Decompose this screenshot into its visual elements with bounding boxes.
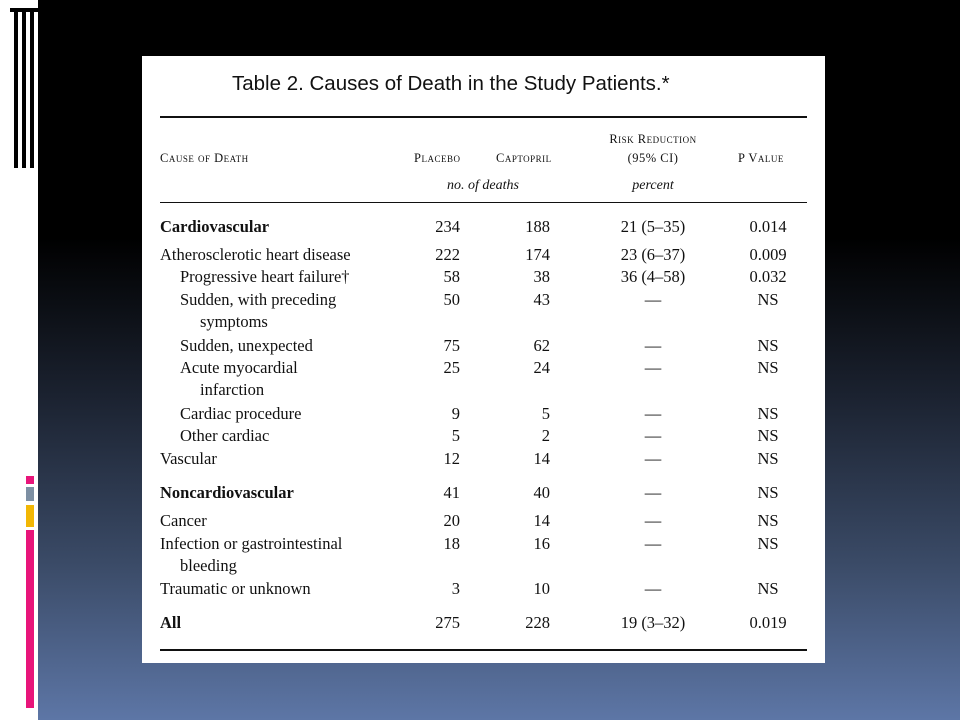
row-captopril: 40 <box>533 483 550 502</box>
row-p-value: NS <box>757 426 779 445</box>
row-cause: Vascular <box>160 449 217 468</box>
slide-decoration-top <box>10 8 38 168</box>
row-placebo: 222 <box>435 245 460 264</box>
row-p-value: NS <box>757 358 779 377</box>
row-captopril: 38 <box>533 267 550 286</box>
bottom-rule <box>160 649 807 651</box>
slide-decoration-gray <box>26 487 34 501</box>
row-p-value: 0.019 <box>749 613 787 632</box>
table-title: Table 2. Causes of Death in the Study Patients.* <box>232 72 670 95</box>
table-panel <box>142 56 825 663</box>
row-placebo: 50 <box>443 290 460 309</box>
row-cause-continuation: infarction <box>200 380 265 399</box>
subheader-deaths: no. of deaths <box>447 178 519 193</box>
row-cause-continuation: symptoms <box>200 312 268 331</box>
row-cause: Atherosclerotic heart disease <box>160 245 351 264</box>
row-risk-reduction: 21 (5–35) <box>620 217 686 236</box>
row-p-value: NS <box>757 290 779 309</box>
row-captopril: 188 <box>525 217 550 236</box>
row-captopril: 174 <box>525 245 550 264</box>
row-p-value: 0.032 <box>749 267 787 286</box>
header-captopril: Captopril <box>496 151 552 165</box>
row-p-value: 0.014 <box>749 217 787 236</box>
row-p-value: NS <box>757 449 779 468</box>
row-cause-continuation: bleeding <box>180 556 237 575</box>
row-cause: Cardiac procedure <box>180 404 302 423</box>
row-risk-reduction: — <box>644 579 662 598</box>
row-cause: All <box>160 613 182 632</box>
row-risk-reduction: 36 (4–58) <box>620 267 686 286</box>
row-placebo: 25 <box>443 358 460 377</box>
row-captopril: 10 <box>533 579 550 598</box>
row-placebo: 75 <box>443 336 460 355</box>
row-captopril: 228 <box>525 613 550 632</box>
row-captopril: 62 <box>533 336 550 355</box>
row-risk-reduction: — <box>644 483 662 502</box>
row-p-value: 0.009 <box>749 245 787 264</box>
row-captopril: 43 <box>533 290 550 309</box>
row-placebo: 58 <box>443 267 460 286</box>
header-rule <box>160 202 807 203</box>
row-risk-reduction: — <box>644 290 662 309</box>
row-captopril: 14 <box>533 511 550 530</box>
row-captopril: 16 <box>533 534 550 553</box>
row-risk-reduction: 19 (3–32) <box>620 613 686 632</box>
row-placebo: 12 <box>443 449 460 468</box>
row-cause: Infection or gastrointestinal <box>160 534 343 553</box>
row-p-value: NS <box>757 534 779 553</box>
row-placebo: 5 <box>451 426 460 445</box>
row-captopril: 24 <box>533 358 550 377</box>
row-placebo: 3 <box>451 579 460 598</box>
row-placebo: 9 <box>451 404 460 423</box>
row-p-value: NS <box>757 336 779 355</box>
row-cause: Cardiovascular <box>160 217 270 236</box>
row-captopril: 5 <box>541 404 550 423</box>
row-placebo: 20 <box>443 511 460 530</box>
row-risk-reduction: — <box>644 358 662 377</box>
header-placebo: Placebo <box>414 151 461 165</box>
row-cause: Sudden, with preceding <box>180 290 337 309</box>
row-p-value: NS <box>757 483 779 502</box>
slide-decoration-pink <box>26 530 34 708</box>
row-captopril: 14 <box>533 449 550 468</box>
row-risk-reduction: — <box>644 511 662 530</box>
row-risk-reduction: — <box>644 426 662 445</box>
top-rule <box>160 116 807 118</box>
row-placebo: 275 <box>435 613 460 632</box>
row-cause: Traumatic or unknown <box>160 579 311 598</box>
row-placebo: 18 <box>443 534 460 553</box>
row-captopril: 2 <box>541 426 550 445</box>
slide-decoration-yellow <box>26 505 34 527</box>
header-risk-line2: (95% CI) <box>627 151 679 165</box>
header-p-value: P Value <box>738 151 784 165</box>
header-cause: Cause of Death <box>160 151 249 165</box>
row-placebo: 234 <box>435 217 460 236</box>
row-risk-reduction: — <box>644 336 662 355</box>
row-risk-reduction: — <box>644 534 662 553</box>
row-p-value: NS <box>757 511 779 530</box>
subheader-percent: percent <box>632 178 674 193</box>
row-risk-reduction: — <box>644 449 662 468</box>
row-p-value: NS <box>757 579 779 598</box>
row-cause: Cancer <box>160 511 207 530</box>
header-risk-line1: Risk Reduction <box>609 132 697 146</box>
row-p-value: NS <box>757 404 779 423</box>
slide-decoration-pink-small <box>26 476 34 484</box>
row-risk-reduction: 23 (6–37) <box>620 245 686 264</box>
row-cause: Sudden, unexpected <box>180 336 313 355</box>
row-cause: Acute myocardial <box>180 358 298 377</box>
row-cause: Other cardiac <box>180 426 270 445</box>
row-placebo: 41 <box>443 483 460 502</box>
row-cause: Progressive heart failure† <box>180 267 350 286</box>
row-risk-reduction: — <box>644 404 662 423</box>
row-cause: Noncardiovascular <box>160 483 294 502</box>
